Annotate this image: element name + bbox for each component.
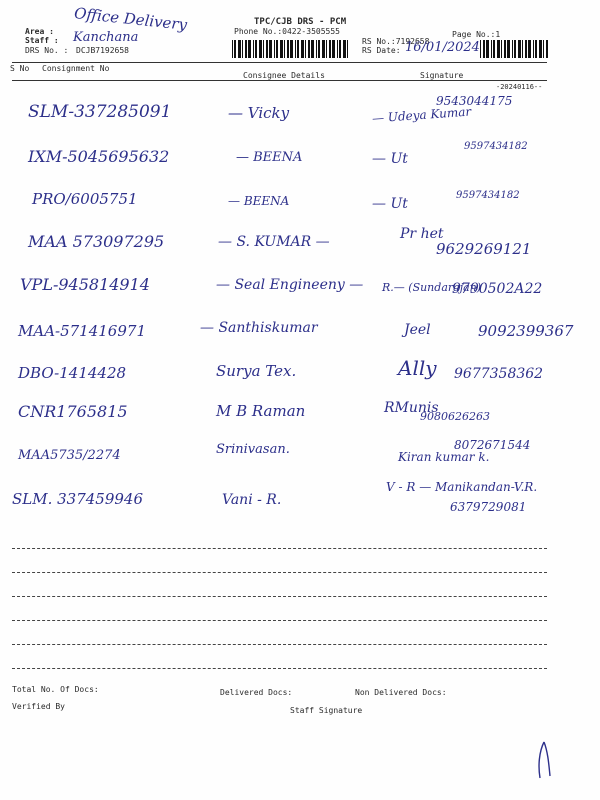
col-consignee-details: Consignee Details [243,71,325,80]
receiver-signature: — Ut [372,196,408,212]
receiver-phone: 8072671544 [454,438,531,452]
consignee-name: Surya Tex. [216,362,297,380]
receiver-phone: 9080626263 [420,410,490,423]
receiver-signature: — Ut [372,151,408,167]
verified-by-label: Verified By [12,702,65,711]
delivered-docs-label: Delivered Docs: [220,688,293,697]
entry-row [0,318,600,346]
receiver-phone: 9677358362 [454,366,544,382]
blank-line [12,596,547,597]
consignment-number: MAA-571416971 [18,322,146,340]
consignment-number: CNR1765815 [18,402,128,421]
ref-code: -20240116-- [496,83,543,91]
total-docs-label: Total No. Of Docs: [12,685,99,694]
receiver-signature: Ally [398,356,437,380]
consignee-name: M B Raman [216,402,306,420]
barcode-right [480,40,548,58]
entry-row [0,438,600,476]
receiver-phone: 9597434182 [456,190,520,201]
receiver-phone: 9597434182 [464,141,528,152]
rs-date-handwritten: 16/01/2024 [405,40,480,55]
receiver-phone: 9543044175 [436,94,513,108]
receiver-signature: V - R — Manikandan-V.R. [386,480,538,494]
entry-row [0,141,600,173]
blank-line [12,572,547,573]
header-rule [12,62,547,63]
consignment-number: IXM-5045695632 [28,147,170,166]
consignee-name: Vani - R. [222,492,282,508]
entry-row [0,188,600,216]
consignment-number: MAA5735/2274 [18,448,121,463]
consignment-number: MAA 573097295 [28,232,165,251]
entry-row [0,94,600,130]
receiver-signature: R.— (Sundarajan) [382,281,482,294]
area-label: Area : [25,27,54,36]
entry-row [0,275,600,303]
rs-date-label: RS Date: [362,46,401,55]
consignee-name: — Seal Engineeny — [216,277,364,293]
staff-signature-label: Staff Signature [290,706,363,715]
receiver-signature: Kiran kumar k. [398,450,490,464]
consignment-number: SLM-337285091 [28,102,172,122]
receiver-signature: RMunis [384,400,439,416]
page-title: TPC/CJB DRS - PCM [254,17,347,27]
consignee-name: — BEENA [236,150,303,165]
receiver-signature: Jeel [404,322,431,338]
page-no: Page No.:1 [452,30,501,39]
drs-no: DCJB7192658 [76,46,129,55]
phone-number: Phone No.:0422-3505555 [234,27,340,36]
non-delivered-docs-label: Non Delivered Docs: [355,688,447,697]
columns-rule [12,80,547,81]
barcode-left [232,40,350,58]
area-handwritten: Office Delivery [73,4,188,34]
consignee-name: — S. KUMAR — [218,234,330,250]
blank-line [12,668,547,669]
consignment-number: DBO-1414428 [18,364,127,382]
receiver-phone: 9629269121 [436,240,532,258]
consignee-name: Srinivasan. [216,442,290,457]
rs-no: RS No.:7192658 [362,37,430,46]
col-signature: Signature [420,71,464,80]
consignee-name: — BEENA [228,194,290,208]
receiver-signature: — Udeya Kumar [371,104,472,126]
col-s-no: S No [10,64,30,73]
staff-label: Staff : [25,36,59,45]
pen-mark [536,738,554,780]
blank-line [12,620,547,621]
entry-row [0,402,600,430]
consignment-number: VPL-945814914 [20,275,150,294]
entry-row [0,226,600,258]
receiver-phone: 9092399367 [478,322,574,340]
col-consignment-no: Consignment No [42,64,110,73]
receiver-phone: 9790502A22 [452,281,543,297]
entry-row [0,480,600,518]
consignment-number: PRO/6005751 [32,190,138,208]
consignee-name: — Santhiskumar [200,320,318,336]
staff-handwritten: Kanchana [73,30,139,45]
receiver-signature: Pr het [400,226,444,242]
receiver-phone: 6379729081 [450,500,527,514]
consignee-name: — Vicky [228,104,290,122]
drs-no-label: DRS No. : [25,46,69,55]
entry-row [0,356,600,390]
blank-line [12,644,547,645]
blank-line [12,548,547,549]
consignment-number: SLM. 337459946 [12,490,144,508]
